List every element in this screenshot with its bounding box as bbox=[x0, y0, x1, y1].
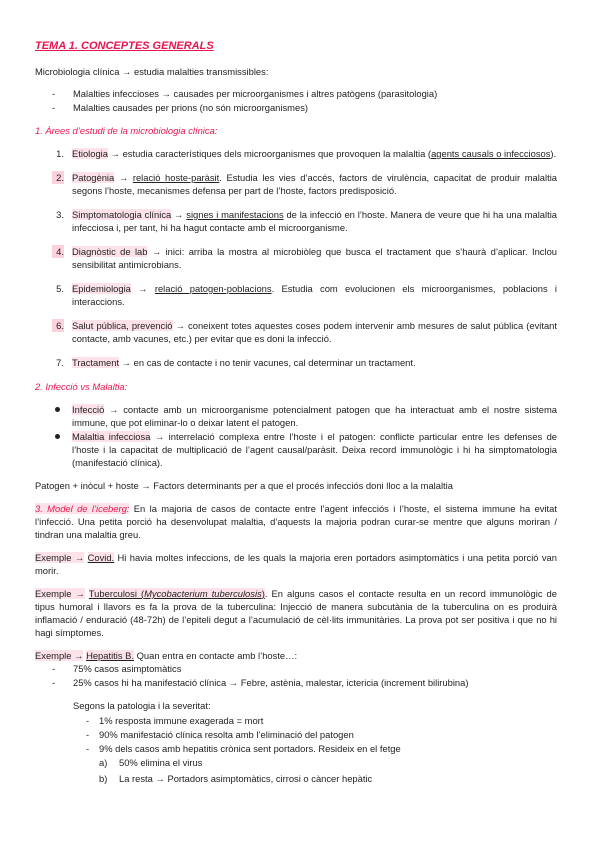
list-item bbox=[35, 430, 557, 469]
underlined-term bbox=[89, 588, 265, 599]
section-3-title: 3. Model de l’iceberg: bbox=[35, 503, 130, 514]
list-number: 7. bbox=[56, 357, 64, 368]
underlined-term: relació patogen-poblacions bbox=[154, 283, 272, 294]
factors-text: Patogen + inòcul + hoste → Factors determinants per a que el procés infecciós doni lloc a la malaltia bbox=[35, 480, 453, 491]
arrow: → bbox=[107, 148, 123, 159]
infection-list bbox=[35, 403, 557, 469]
arrow: → bbox=[119, 357, 134, 368]
list-number: 3. bbox=[56, 209, 64, 220]
severity-title: Segons la patologia i la severitat: bbox=[73, 700, 211, 711]
term: Epidemiologia bbox=[72, 283, 131, 294]
description: En la majoria de casos de contacte entre l’agent infecciós i l’hoste, el sistema immune ha evitat l’infecció. Una petita porció ha desenvolupat malaltia, d’aquests la majoria podran curar-se mentre que alguns moriran / tindran una malaltia greu. bbox=[35, 503, 557, 540]
term: Etiologia bbox=[72, 148, 108, 159]
description: → contacte amb un microorganisme potencialment patogen que ha interactuat amb el nostre sistema immune, que pot eliminar-lo o deixar latent el patogen. bbox=[72, 404, 557, 428]
description: de la infecció en l’hoste. Manera de veure que hi ha una malaltia infecciosa i, per tant, hi ha hagut contacte amb el microorganisme. bbox=[72, 209, 557, 233]
term: Tractament bbox=[72, 357, 120, 368]
term: Salut pública, prevenció bbox=[72, 320, 173, 331]
document-page bbox=[35, 40, 557, 788]
list-item: - Malalties infeccioses → causades per microorganismes i altres patògens (parasitologia) bbox=[35, 87, 557, 100]
underlined-term: Hepatitis B. bbox=[86, 650, 135, 661]
arrow: → bbox=[172, 320, 189, 331]
arrow: → bbox=[130, 283, 155, 294]
description: estudia característiques dels microorganismes que provoquen la malaltia ( bbox=[122, 148, 432, 159]
description: ). bbox=[550, 148, 557, 159]
area-patogenia bbox=[35, 171, 557, 197]
list-item: - 75% casos asimptomàtics bbox=[35, 662, 557, 675]
example-covid bbox=[35, 551, 557, 577]
underlined-term: relació hoste-paràsit bbox=[132, 172, 220, 183]
term: Diagnòstic de lab bbox=[72, 246, 148, 257]
description: Quan entra en contacte amb l’hoste…: bbox=[134, 650, 298, 661]
term: Infecció bbox=[72, 404, 105, 415]
section-2-title: 2. Infecció vs Malaltia: bbox=[35, 381, 128, 392]
description: inici: arriba la mostra al microbiòleg que busca el tractament que s’haurà d’aplicar. Inclou sensibilitat antimicrobians. bbox=[72, 246, 557, 270]
list-number: 5. bbox=[56, 283, 64, 294]
example-label: Exemple → bbox=[35, 650, 84, 661]
list-number: 4. bbox=[52, 245, 64, 258]
hepatitis-list bbox=[35, 662, 557, 689]
underlined-term: Covid. bbox=[87, 552, 115, 563]
page-title: TEMA 1. CONCEPTES GENERALS bbox=[35, 40, 214, 52]
area-etiologia bbox=[35, 147, 557, 160]
term-part: Tuberculosi ( bbox=[88, 588, 145, 599]
section-3-paragraph bbox=[35, 502, 557, 541]
areas-list bbox=[35, 147, 557, 369]
area-epidemiologia bbox=[35, 282, 557, 308]
example-label: Exemple → bbox=[35, 552, 85, 563]
list-letter: a) bbox=[99, 757, 108, 768]
list-item: - 90% manifestació clínica resolta amb l’eliminació del patogen bbox=[86, 728, 557, 741]
list-number: 2. bbox=[52, 171, 64, 184]
term-italic: Mycobacterium tuberculosis bbox=[144, 588, 262, 599]
description: en cas de contacte i no tenir vacunes, cal determinar un tractament. bbox=[133, 357, 416, 368]
list-item: - 25% casos hi ha manifestació clínica → Febre, astènia, malestar, ictericia (increment bilirubina) bbox=[35, 676, 557, 689]
term-part: ) bbox=[261, 588, 265, 599]
area-diagnostic bbox=[35, 245, 557, 271]
description: La resta → Portadors asimptomàtics, cirrosi o càncer hepàtic bbox=[119, 773, 373, 784]
area-simptomatologia bbox=[35, 208, 557, 234]
list-item bbox=[35, 403, 557, 429]
description: Hi havia moltes infeccions, de les quals la majoria eren portadors asimptomàtics i una petita porció van morir. bbox=[35, 552, 557, 576]
area-tractament bbox=[35, 356, 557, 369]
description: . Estudia com evolucionen els microorganismes, poblacions i interaccions. bbox=[72, 283, 557, 307]
underlined-term: signes i manifestacions bbox=[186, 209, 284, 220]
arrow: → bbox=[114, 172, 133, 183]
example-label: Exemple → bbox=[35, 588, 85, 599]
intro-text: Microbiologia clínica → estudia malalties transmissibles: bbox=[35, 66, 269, 77]
chronic-sublist bbox=[73, 756, 557, 785]
example-hepatitis bbox=[35, 649, 557, 662]
arrow: → bbox=[147, 246, 166, 257]
section-1-title: 1. Àrees d’estudi de la microbiologia clínica: bbox=[35, 125, 218, 136]
description: coneixent totes aquestes coses podem intervenir amb mesures de salut pública (evitant contacte, amb vacunes, etc.) per evitar que es doni la infecció. bbox=[72, 320, 557, 344]
list-item bbox=[99, 756, 557, 769]
severity-list bbox=[73, 714, 557, 755]
term: Simptomatologia clínica bbox=[72, 209, 172, 220]
arrow: → bbox=[171, 209, 187, 220]
description: . Estudia les vies d’accés, factors de virulència, capacitat de produir malaltia segons l’hoste, mecanismes defensa per part de l’hoste, factors predisposició. bbox=[72, 172, 558, 196]
area-salut-publica bbox=[35, 319, 557, 345]
list-number: 6. bbox=[52, 319, 64, 332]
list-item: - 9% dels casos amb hepatitis crònica sent portadors. Resideix en el fetge bbox=[86, 742, 557, 755]
severity-block bbox=[35, 699, 557, 785]
example-tuberculosi bbox=[35, 587, 557, 639]
term: Patogènia bbox=[72, 172, 115, 183]
list-item: - Malalties causades per prions (no són microorganismes) bbox=[35, 101, 557, 114]
description: → interrelació complexa entre l’hoste i el patogen: conflicte particular entre les defenses de l’hoste i la capacitat de multiplicació de l’agent causal/paràsit. Deixa record immunològic i hi ha simptomatologia (manifestació clínica). bbox=[72, 431, 557, 468]
description: . En alguns casos el contacte resulta en un record immunològic de tipus humoral i llavors es fa la prova de la tuberculina: Injecció de manera subcutània de la tuberculina on es produirà inflamació / enduració (48-72h) de l’epiteli degut a l’acumulació de cèl·lits immunitàries. La prova pot ser positiva i que no hi hagi símptomes. bbox=[35, 588, 557, 638]
term: Malaltia infecciosa bbox=[72, 431, 151, 442]
list-item: - 1% resposta immune exagerada = mort bbox=[86, 714, 557, 727]
underlined-term: agents causals o infecciosos bbox=[431, 148, 551, 159]
list-item bbox=[99, 772, 557, 785]
intro-list bbox=[35, 87, 557, 114]
description: 50% elimina el virus bbox=[119, 757, 203, 768]
list-letter: b) bbox=[99, 773, 108, 784]
list-number: 1. bbox=[56, 148, 64, 159]
